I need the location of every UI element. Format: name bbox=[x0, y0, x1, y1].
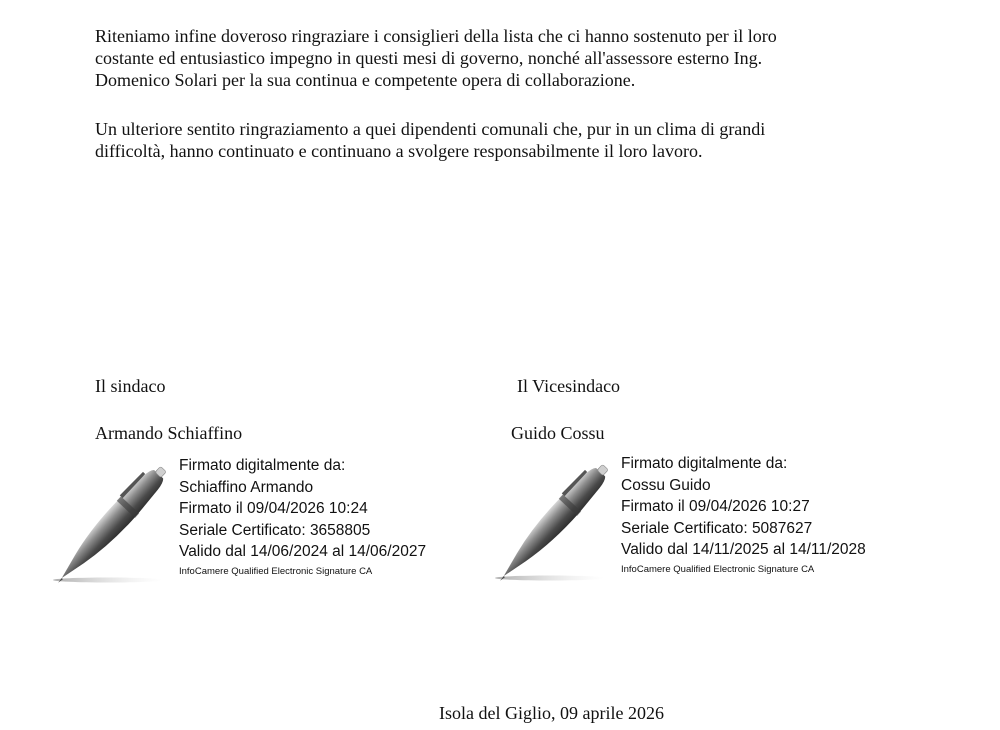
signature-validity: Valido dal 14/11/2025 al 14/11/2028 bbox=[621, 541, 866, 558]
text-line: Domenico Solari per la sua continua e competente opera di collaborazione. bbox=[95, 70, 636, 90]
signatory-role-vice-mayor: Il Vicesindaco bbox=[517, 376, 621, 396]
text-line: Riteniamo infine doveroso ringraziare i consiglieri della lista che ci hanno sostenuto per il loro bbox=[95, 26, 777, 46]
paragraph-thanks-employees bbox=[95, 118, 895, 162]
signature-details bbox=[621, 453, 866, 577]
paragraph-thanks-councillors bbox=[95, 25, 895, 91]
signature-ca: InfoCamere Qualified Electronic Signature CA bbox=[621, 563, 815, 575]
signature-signer: Cossu Guido bbox=[621, 476, 711, 494]
signature-timestamp: Firmato il 09/04/2026 10:27 bbox=[621, 498, 810, 515]
signature-timestamp: Firmato il 09/04/2026 10:24 bbox=[179, 500, 368, 517]
signature-validity: Valido dal 14/06/2024 al 14/06/2027 bbox=[179, 543, 427, 560]
signature-header: Firmato digitalmente da: bbox=[179, 457, 346, 474]
signature-serial: Seriale Certificato: 3658805 bbox=[179, 521, 371, 539]
signature-signer: Schiaffino Armando bbox=[179, 478, 314, 496]
signatory-role-mayor: Il sindaco bbox=[95, 376, 166, 396]
pen-icon bbox=[490, 455, 625, 585]
text-line: Un ulteriore sentito ringraziamento a quei dipendenti comunali che, pur in un clima di grandi bbox=[95, 119, 766, 139]
digital-signature-stamp-mayor bbox=[45, 455, 475, 590]
place-date: Isola del Giglio, 09 aprile 2026 bbox=[439, 703, 664, 723]
signature-ca: InfoCamere Qualified Electronic Signature CA bbox=[179, 565, 373, 577]
signature-details bbox=[179, 455, 426, 579]
signatory-name-vice-mayor: Guido Cossu bbox=[511, 423, 605, 443]
text-line: difficoltà, hanno continuato e continuano a svolgere responsabilmente il loro lavoro. bbox=[95, 141, 703, 161]
digital-signature-stamp-vice-mayor bbox=[487, 453, 917, 588]
signature-header: Firmato digitalmente da: bbox=[621, 455, 788, 472]
signatory-name-mayor: Armando Schiaffino bbox=[95, 423, 243, 443]
pen-icon bbox=[48, 457, 183, 587]
signature-serial: Seriale Certificato: 5087627 bbox=[621, 519, 813, 537]
text-line: costante ed entusiastico impegno in questi mesi di governo, nonché all'assessore esterno Ing. bbox=[95, 48, 763, 68]
